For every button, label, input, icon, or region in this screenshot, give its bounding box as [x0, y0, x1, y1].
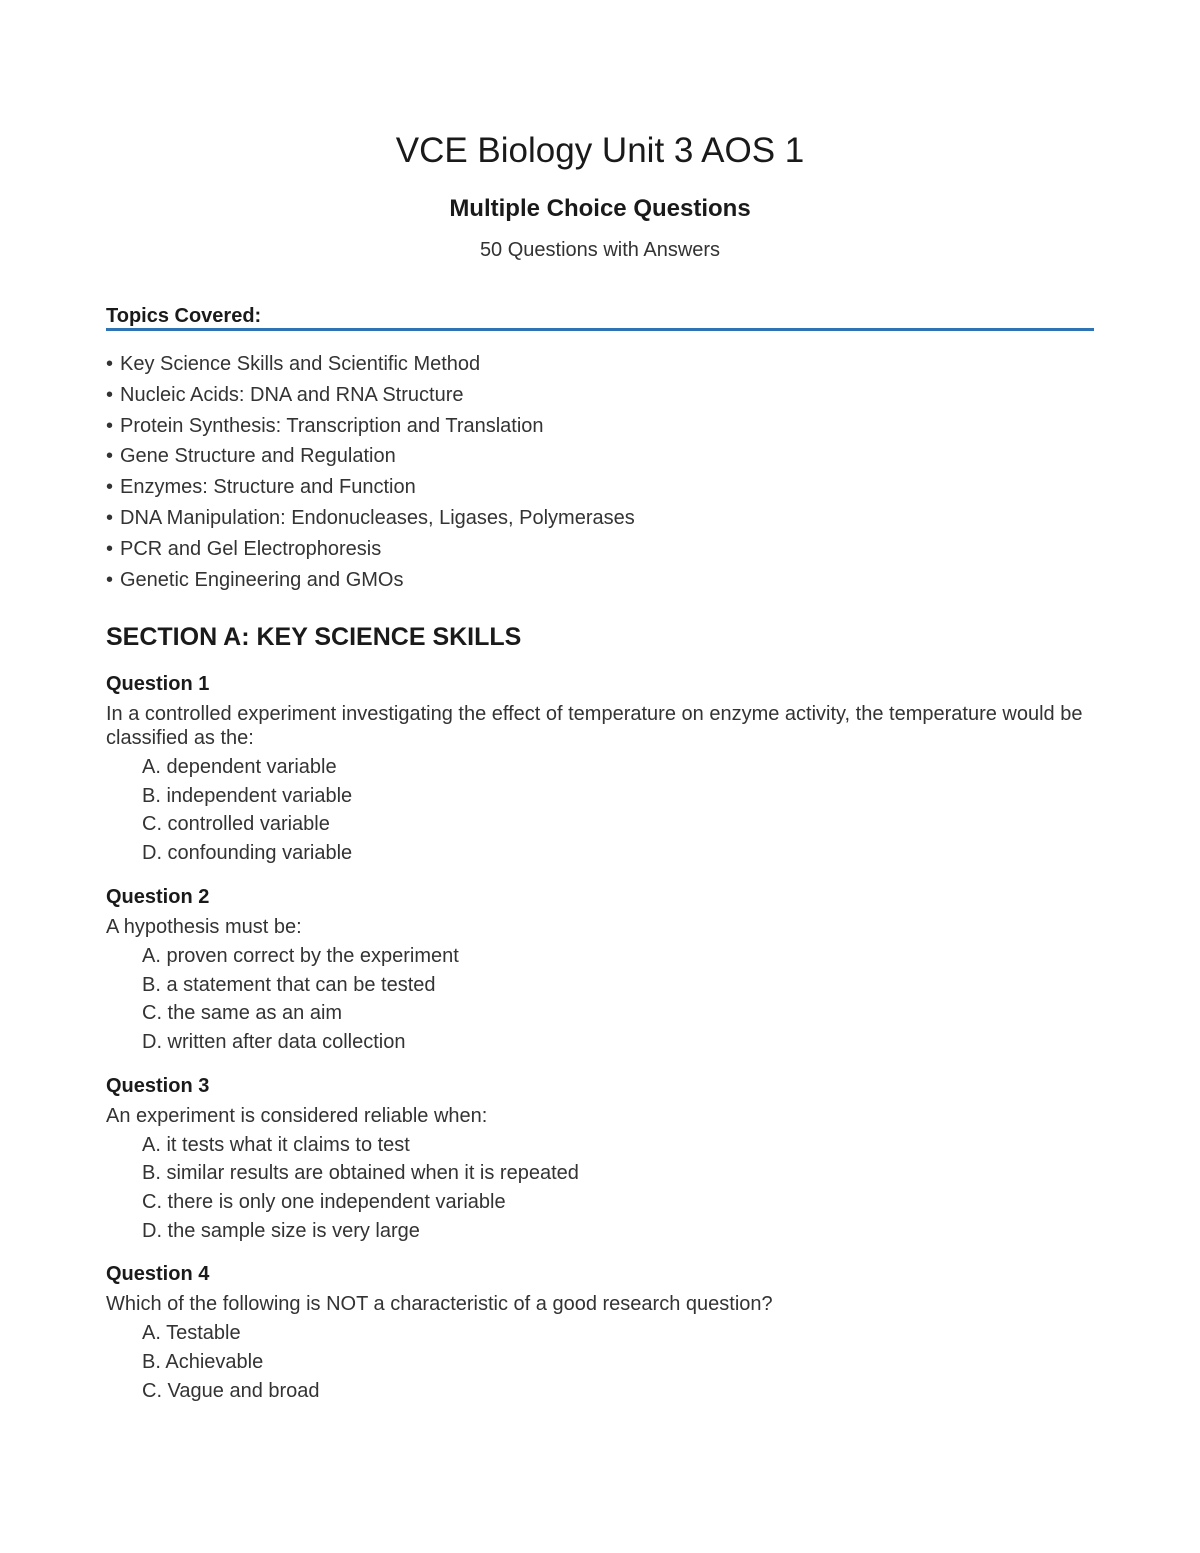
- section-heading: SECTION A: KEY SCIENCE SKILLS: [106, 623, 522, 651]
- topic-item: [106, 411, 635, 442]
- topic-label: Genetic Engineering and GMOs: [120, 568, 404, 591]
- question-text: A hypothesis must be:: [106, 915, 302, 938]
- answer-option: C. Vague and broad: [142, 1379, 320, 1402]
- answer-option: D. written after data collection: [142, 1030, 406, 1053]
- topic-label: Protein Synthesis: Transcription and Translation: [120, 414, 544, 437]
- answer-option: D. the sample size is very large: [142, 1219, 420, 1242]
- topic-label: PCR and Gel Electrophoresis: [120, 537, 382, 560]
- question-label: Question 1: [106, 673, 210, 695]
- question-text: An experiment is considered reliable when:: [106, 1104, 488, 1127]
- question-label: Question 2: [106, 885, 210, 908]
- answer-option: D. confounding variable: [142, 842, 353, 865]
- answer-option: A. it tests what it claims to test: [142, 1133, 410, 1156]
- answer-options: [106, 1131, 1094, 1246]
- bullet-icon: •: [106, 568, 114, 591]
- answer-options: [106, 942, 1094, 1057]
- question-block: [106, 883, 1094, 1057]
- document-title: VCE Biology Unit 3 AOS 1: [395, 131, 805, 170]
- answer-option: B. a statement that can be tested: [142, 973, 436, 996]
- answer-option: C. the same as an aim: [142, 1002, 343, 1025]
- topics-list: [106, 349, 635, 595]
- bullet-icon: •: [106, 445, 114, 468]
- question-block: [106, 670, 1094, 868]
- question-label: Question 4: [106, 1263, 210, 1286]
- bullet-icon: •: [106, 537, 114, 560]
- topics-divider: [106, 328, 1094, 331]
- answer-option: B. similar results are obtained when it is repeated: [142, 1162, 579, 1185]
- topic-item: [106, 534, 635, 565]
- topic-item: [106, 565, 635, 596]
- bullet-icon: •: [106, 476, 114, 499]
- answer-option: A. dependent variable: [142, 756, 337, 778]
- question-label: Question 3: [106, 1074, 210, 1097]
- document-tagline: 50 Questions with Answers: [479, 239, 721, 261]
- answer-option: B. Achievable: [142, 1351, 264, 1374]
- bullet-icon: •: [106, 353, 114, 375]
- topic-item: [106, 441, 635, 472]
- bullet-icon: •: [106, 383, 114, 406]
- topic-item: [106, 472, 635, 503]
- question-text: Which of the following is NOT a characteristic of a good research question?: [106, 1293, 773, 1316]
- answer-option: B. independent variable: [142, 784, 353, 807]
- answer-option: A. Testable: [142, 1322, 241, 1345]
- topic-label: Nucleic Acids: DNA and RNA Structure: [120, 383, 464, 406]
- answer-option: A. proven correct by the experiment: [142, 944, 459, 967]
- question-block: [106, 1260, 1094, 1405]
- topic-item: [106, 349, 635, 380]
- topics-heading: Topics Covered:: [106, 305, 262, 327]
- bullet-icon: •: [106, 506, 114, 529]
- topic-label: Gene Structure and Regulation: [120, 445, 396, 468]
- document-subtitle: Multiple Choice Questions: [449, 195, 751, 222]
- question-text: In a controlled experiment investigating the effect of temperature on enzyme activity, the temperature would be classified as the:: [106, 703, 1083, 749]
- answer-option: C. there is only one independent variable: [142, 1191, 506, 1214]
- answer-options: [106, 1319, 1094, 1405]
- topic-item: [106, 380, 635, 411]
- answer-options: [106, 753, 1094, 868]
- topic-item: [106, 503, 635, 534]
- bullet-icon: •: [106, 414, 114, 437]
- question-block: [106, 1072, 1094, 1246]
- questions-list: [106, 670, 1094, 1421]
- topic-label: Key Science Skills and Scientific Method: [120, 353, 481, 375]
- topic-label: DNA Manipulation: Endonucleases, Ligases, Polymerases: [120, 506, 635, 529]
- topic-label: Enzymes: Structure and Function: [120, 476, 416, 499]
- answer-option: C. controlled variable: [142, 813, 330, 836]
